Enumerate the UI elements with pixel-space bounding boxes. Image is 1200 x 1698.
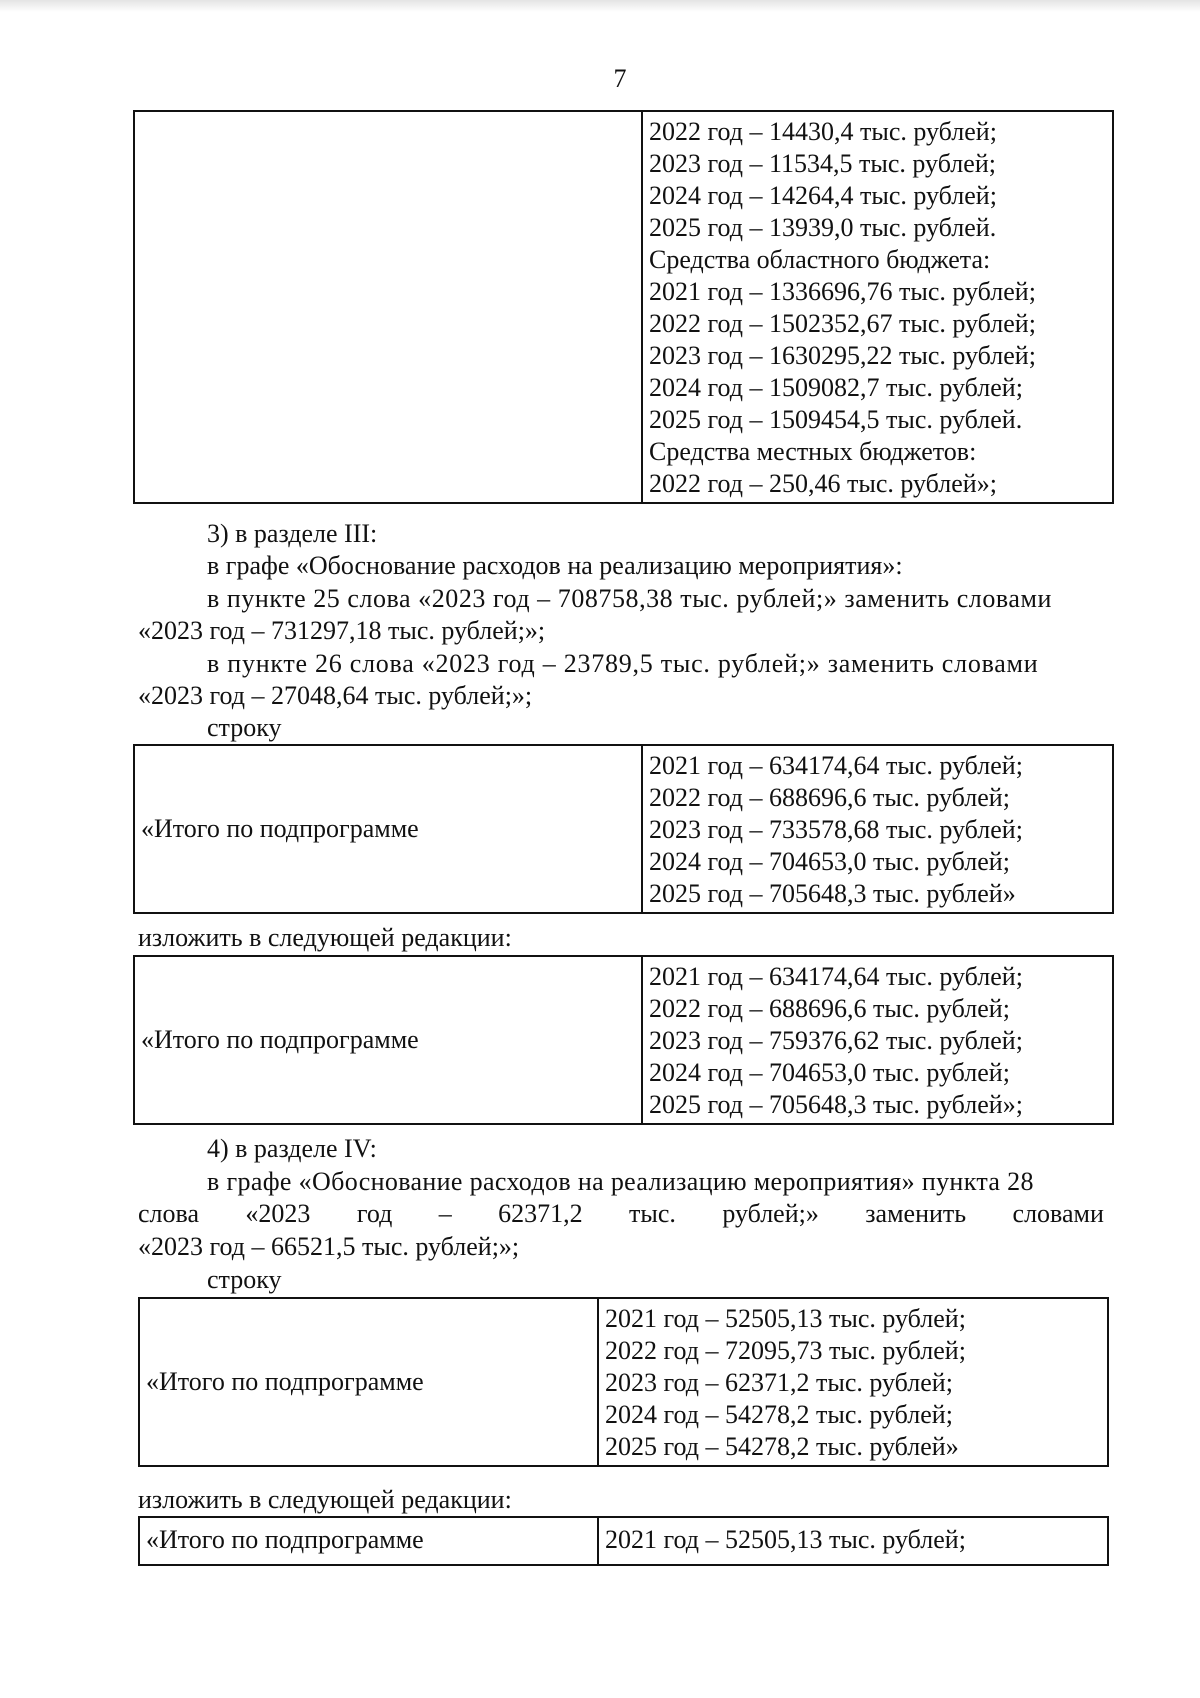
section3-p25-line-a xyxy=(207,583,1104,615)
section3-p26-line-a xyxy=(207,648,1104,680)
section4-line1-text: в графе «Обоснование расходов на реализацию мероприятия» пункта 28 xyxy=(207,1167,1034,1196)
word: заменить xyxy=(865,1199,967,1228)
value-line: 2024 год – 54278,2 тыс. рублей; xyxy=(605,1400,953,1429)
p25-text: в пункте 25 слова «2023 год – 708758,38 тыс. рублей;» заменить словами xyxy=(207,584,1052,613)
subprogram-total-table-old xyxy=(133,744,1114,914)
value-line: 2025 год – 705648,3 тыс. рублей» xyxy=(649,879,1016,908)
value-line: 2025 год – 1509454,5 тыс. рублей. xyxy=(649,405,1023,434)
section3-p26-line-b: «2023 год – 27048,64 тыс. рублей;»; xyxy=(138,681,533,710)
value-line: 2024 год – 704653,0 тыс. рублей; xyxy=(649,1058,1010,1087)
values-cell xyxy=(642,956,1113,1124)
justified-line xyxy=(207,583,1104,615)
word: 62371,2 xyxy=(498,1199,583,1228)
value-line: 2022 год – 14430,4 тыс. рублей; xyxy=(649,117,997,146)
label-cell: «Итого по подпрограмме xyxy=(139,1517,598,1565)
values-cell xyxy=(598,1298,1108,1466)
word: словами xyxy=(1012,1199,1104,1228)
value-line: 2021 год – 1336696,76 тыс. рублей; xyxy=(649,277,1036,306)
value-line: 2021 год – 52505,13 тыс. рублей; xyxy=(605,1304,966,1333)
value-line: 2022 год – 688696,6 тыс. рублей; xyxy=(649,994,1010,1023)
value-line: 2024 год – 704653,0 тыс. рублей; xyxy=(649,847,1010,876)
section4-line2 xyxy=(138,1198,1104,1230)
value-line: 2022 год – 250,46 тыс. рублей»; xyxy=(649,469,997,498)
value-line: 2025 год – 705648,3 тыс. рублей»; xyxy=(649,1090,1023,1119)
value-line: 2023 год – 1630295,22 тыс. рублей; xyxy=(649,341,1036,370)
word: тыс. xyxy=(629,1199,676,1228)
value-line: Средства местных бюджетов: xyxy=(649,437,977,466)
word: год xyxy=(356,1199,393,1228)
p26-text: в пункте 26 слова «2023 год – 23789,5 тыс. рублей;» заменить словами xyxy=(207,649,1039,678)
value-line: Средства областного бюджета: xyxy=(649,245,991,274)
empty-label-cell xyxy=(134,111,642,503)
section3-p25-line-b: «2023 год – 731297,18 тыс. рублей;»; xyxy=(138,616,546,645)
scan-edge xyxy=(0,0,1200,12)
izlozhit-label-2: изложить в следующей редакции: xyxy=(138,1485,512,1514)
value-line: 2025 год – 13939,0 тыс. рублей. xyxy=(649,213,997,242)
values-cell xyxy=(642,111,1113,503)
section3-stroku: строку xyxy=(207,713,282,742)
section3-heading: 3) в разделе III: xyxy=(207,519,378,548)
value-line: 2022 год – 688696,6 тыс. рублей; xyxy=(649,783,1010,812)
value-line: 2023 год – 759376,62 тыс. рублей; xyxy=(649,1026,1023,1055)
section4-stroku: строку xyxy=(207,1265,282,1294)
label-cell: «Итого по подпрограмме xyxy=(139,1298,598,1466)
value-line: 2025 год – 54278,2 тыс. рублей» xyxy=(605,1432,959,1461)
subprogram-total-table-s4-new xyxy=(138,1516,1109,1566)
value-line: 2022 год – 1502352,67 тыс. рублей; xyxy=(649,309,1036,338)
izlozhit-label-1: изложить в следующей редакции: xyxy=(138,923,512,952)
word: слова xyxy=(138,1199,199,1228)
value-line: 2021 год – 634174,64 тыс. рублей; xyxy=(649,751,1023,780)
value-line: 2021 год – 52505,13 тыс. рублей; xyxy=(605,1525,966,1554)
value-line: 2022 год – 72095,73 тыс. рублей; xyxy=(605,1336,966,1365)
justified-line xyxy=(138,1198,1104,1230)
section4-heading: 4) в разделе IV: xyxy=(207,1134,377,1163)
word: рублей;» xyxy=(722,1199,819,1228)
values-cell xyxy=(598,1517,1108,1565)
label-cell: «Итого по подпрограмме xyxy=(134,956,642,1124)
subprogram-total-table-s4-old xyxy=(138,1297,1109,1467)
section4-line3: «2023 год – 66521,5 тыс. рублей;»; xyxy=(138,1232,520,1261)
value-line: 2024 год – 1509082,7 тыс. рублей; xyxy=(649,373,1023,402)
page-number: 7 xyxy=(613,64,627,93)
values-cell xyxy=(642,745,1113,913)
value-line: 2023 год – 62371,2 тыс. рублей; xyxy=(605,1368,953,1397)
justified-line xyxy=(207,648,1104,680)
justified-line xyxy=(207,1166,1104,1198)
section3-line1: в графе «Обоснование расходов на реализацию мероприятия»: xyxy=(207,551,903,580)
word: «2023 xyxy=(245,1199,311,1228)
value-line: 2021 год – 634174,64 тыс. рублей; xyxy=(649,962,1023,991)
section4-line1 xyxy=(207,1166,1104,1198)
budget-table-continuation xyxy=(133,110,1114,504)
word: – xyxy=(438,1199,452,1228)
subprogram-total-table-new xyxy=(133,955,1114,1125)
value-line: 2023 год – 733578,68 тыс. рублей; xyxy=(649,815,1023,844)
value-line: 2024 год – 14264,4 тыс. рублей; xyxy=(649,181,997,210)
label-cell: «Итого по подпрограмме xyxy=(134,745,642,913)
value-line: 2023 год – 11534,5 тыс. рублей; xyxy=(649,149,996,178)
